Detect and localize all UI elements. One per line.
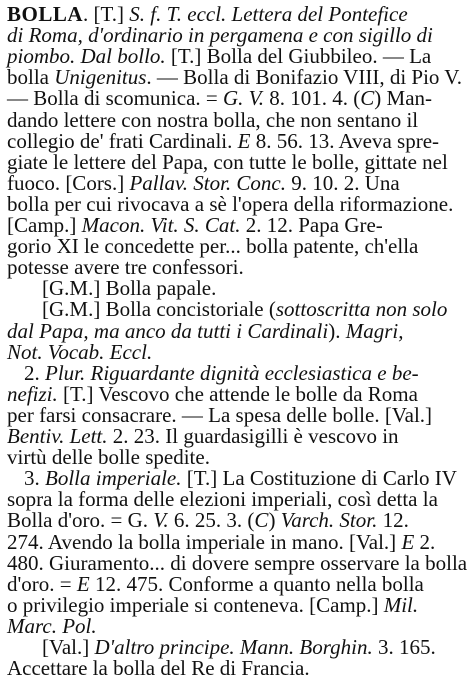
entry-line: Not. Vocab. Eccl. [7, 339, 153, 364]
entry-line: nefizi. [T.] Vescovo che attende le bolle da Roma [7, 381, 418, 406]
entry-line: dando lettere con nostra bolla, che non sentano il [7, 107, 419, 132]
entry-line: piombo. Dal bollo. [T.] Bolla del Giubbileo. — La [7, 44, 432, 69]
entry-line: gorio XI le concedette per... bolla patente, ch'ella [7, 234, 419, 259]
entry-line: bolla Unigenitus. — Bolla di Bonifazio VIII, di Pio V. [7, 65, 463, 90]
entry-line: [G.M.] Bolla concistoriale (sottoscritta non solo [42, 297, 448, 322]
entry-line: dal Papa, ma anco da tutti i Cardinali). Magri, [7, 318, 404, 343]
entry-line: — Bolla di scomunica. = G. V. 8. 101. 4. (C) Man- [7, 86, 433, 111]
entry-line: bolla per cui rivocava a sè l'opera della riformazione. [7, 191, 454, 216]
entry-line: [G.M.] Bolla papale. [42, 276, 217, 301]
entry-line: d'oro. = E 12. 475. Conforme a quanto nella bolla [7, 571, 424, 596]
entry-line: collegio de' frati Cardinali. E 8. 56. 13. Aveva spre- [7, 128, 440, 153]
entry-line: giate le lettere del Papa, con tutte le bolle, gittate nel [7, 149, 448, 174]
entry-line: [Val.] D'altro principe. Mann. Borghin. 3. 165. [42, 635, 436, 659]
entry-line: di Roma, d'ordinario in pergamena e con sigillo di [7, 23, 433, 48]
entry-line: per farsi consacrare. — La spesa delle bolle. [Val.] [7, 402, 433, 427]
entry-line: 274. Avendo la bolla imperiale in mano. [Val.] E 2. [7, 529, 436, 554]
entry-line: Accettare la bolla del Re di Francia. [7, 656, 310, 681]
entry-line: Marc. Pol. [7, 613, 97, 638]
entry-line: virtù delle bolle spedite. [7, 445, 210, 470]
entry-line: sopra la forma delle elezioni imperiali, così detta la [7, 487, 438, 512]
entry-line: BOLLA. [T.] S. f. T. eccl. Lettera del Pontefice [7, 2, 408, 26]
entry-line: fuoco. [Cors.] Pallav. Stor. Conc. 9. 10. 2. Una [7, 170, 400, 195]
entry-line: o privilegio imperiale si conteneva. [Camp.] Mil. [7, 592, 419, 617]
entry-line: 3. Bolla imperiale. [T.] La Costituzione di Carlo IV [24, 466, 457, 491]
entry-line: Bentiv. Lett. 2. 23. Il guardasigilli è vescovo in [7, 424, 399, 448]
entry-line: 480. Giuramento... di dovere sempre osservare la bolla [7, 550, 468, 575]
entry-line: [Camp.] Macon. Vit. S. Cat. 2. 12. Papa Gre- [7, 213, 383, 237]
entry-line: potesse avere tre confessori. [7, 255, 244, 280]
entry-line: 2. Plur. Riguardante dignità ecclesiastica e be- [24, 360, 419, 385]
entry-line: Bolla d'oro. = G. V. 6. 25. 3. (C) Varch. Stor. 12. [7, 508, 409, 533]
